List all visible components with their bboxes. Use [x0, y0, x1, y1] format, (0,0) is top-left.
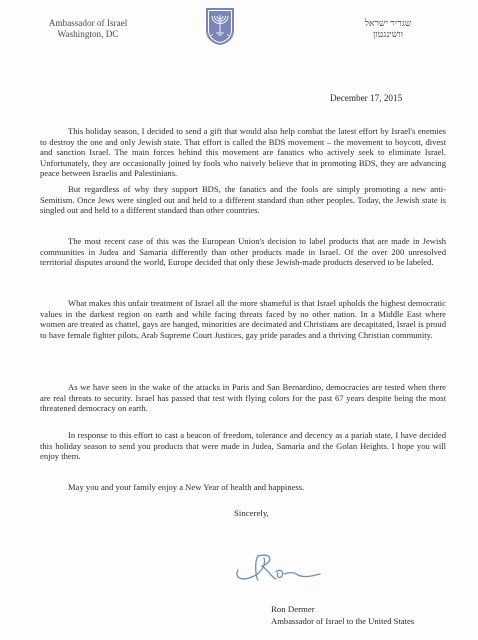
paragraph-text: The most recent case of this was the European Union's decision to label products that are made in Jewish communities in Judea and Samaria differently than other products made in Israel. Of the over 200 unresolved territorial disputes around the world, Europe decided that only these Jewish-made products deserved to be labeled. — [40, 236, 446, 268]
body-paragraph-4 — [40, 298, 446, 340]
sender-address-hebrew — [328, 18, 448, 40]
paragraph-text: As we have seen in the wake of the attacks in Paris and San Bernardino, democracies are tested when there are real threats to security. Israel has passed that test with flying colors for the past 67 years despite being the most threatened democracy on earth. — [40, 382, 446, 414]
signer-name: Ron Dermer — [271, 604, 315, 614]
paragraph-text: May you and your family enjoy a New Year of health and happiness. — [68, 482, 305, 492]
paragraph-text: But regardless of why they support BDS, the fanatics and the fools are simply promoting a new anti-Semitism. Once Jews were singled out and held to a different standard than other peoples. Today, the Jewish state is singled out and held to a different standard than other countries. — [40, 184, 446, 216]
paragraph-text: In response to this effort to cast a beacon of freedom, tolerance and decency as a pariah state, I have decided this holiday season to send you products that were made in Judea, Samaria and the Golan Heights. I hope you will enjoy them. — [40, 430, 446, 462]
body-paragraph-2 — [40, 184, 446, 216]
body-paragraph-1 — [40, 126, 446, 179]
menorah-emblem-icon — [203, 6, 237, 46]
sender-address-english — [33, 18, 143, 40]
paragraph-text: What makes this unfair treatment of Israel all the more shameful is that Israel upholds the highest democratic values in the darkest region on earth and while facing threats faced by no other nation. In a Middle East where women are treated as chattel, gays are hanged, minorities are decimated and Christians are decapitated, Israel is proud to have female fighter pilots, Arab Supreme Court Justices, gay pride parades and a thriving Christian community. — [40, 298, 446, 340]
sender-title-he: שגריר ישראל — [364, 18, 412, 28]
body-paragraph-7 — [40, 482, 446, 493]
sender-city-he: וושינגטון — [373, 29, 403, 39]
body-paragraph-6 — [40, 430, 446, 462]
sender-title-en: Ambassador of Israel — [48, 18, 128, 28]
sender-city-en: Washington, DC — [57, 29, 119, 39]
closing-salutation: Sincerely, — [234, 508, 269, 518]
signer-title: Ambassador of Israel to the United States — [271, 616, 415, 626]
paragraph-text: This holiday season, I decided to send a gift that would also help combat the latest effort by Israel's enemies to destroy the one and only Jewish state. That effort is called the BDS movement – the movement to boycott, divest and sanction Israel. The main forces behind this movement are fanatics who actively seek to eliminate Israel. Unfortunately, they are occasionally joined by fools who naively believe that in promoting BDS, they are advancing peace between Israelis and Palestinians. — [40, 126, 446, 179]
handwritten-signature-icon — [232, 548, 322, 584]
body-paragraph-3 — [40, 236, 446, 268]
body-paragraph-5 — [40, 382, 446, 414]
letter-date: December 17, 2015 — [330, 93, 403, 103]
